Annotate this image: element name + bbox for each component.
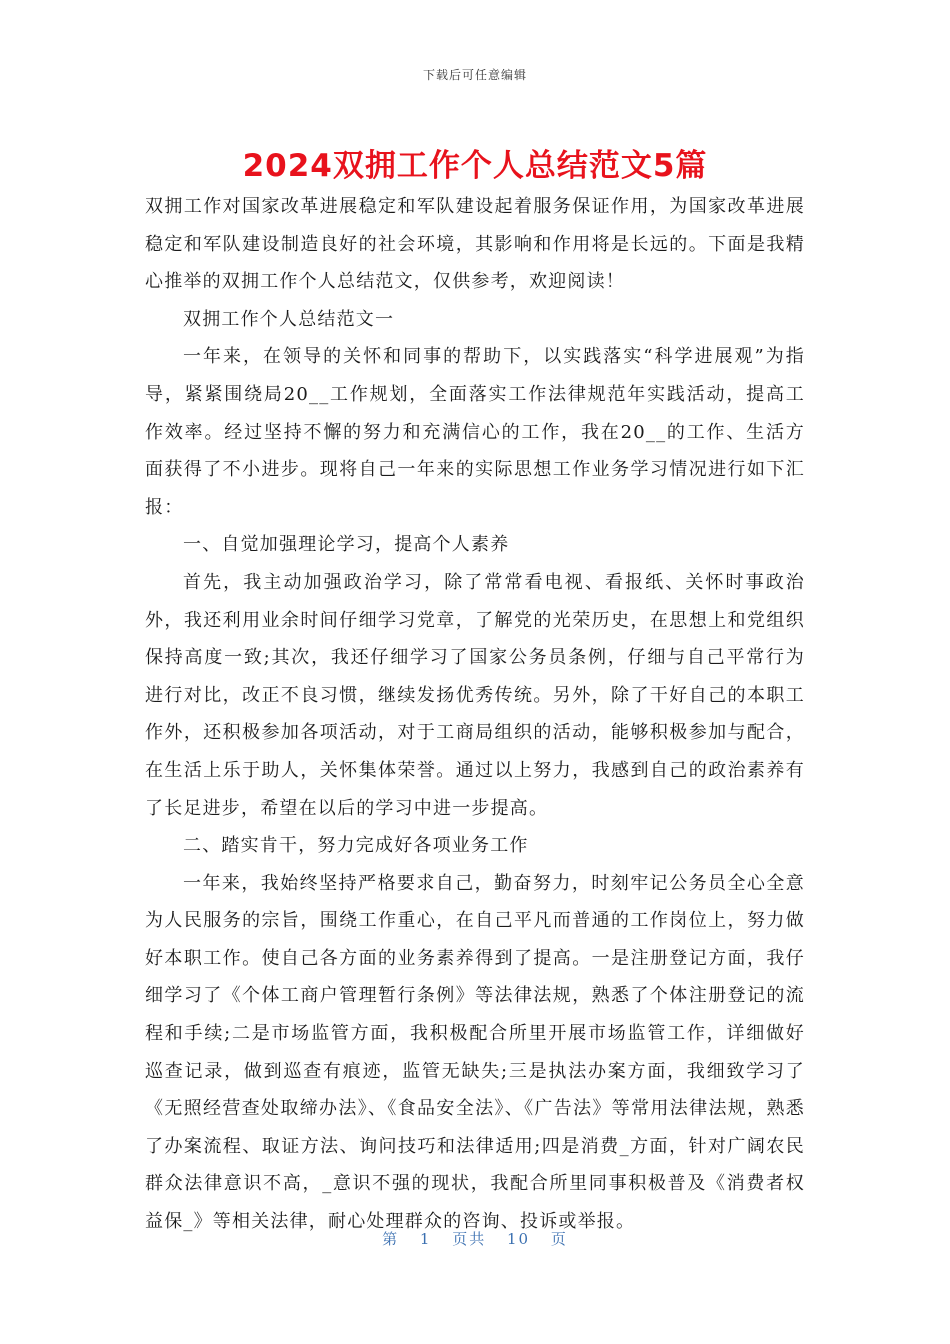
- section-heading: 双拥工作个人总结范文一: [183, 308, 395, 330]
- page-footer: [0, 1228, 950, 1249]
- body-paragraph: 一年来，在领导的关怀和同事的帮助下，以实践落实“科学进展观”为指导，紧紧围绕局20__工作规划，全面落实工作法律规范年实践活动，提高工作效率。经过坚持不懈的努力和充满信心的工作，我在20__的工作、生活方面获得了不小进步。现将自己一年来的实际思想工作业务学习情况进行如下汇报：: [145, 346, 805, 518]
- document-title: 2024双拥工作个人总结范文5篇: [242, 148, 708, 184]
- body-paragraph: 一年来，我始终坚持严格要求自己，勤奋努力，时刻牢记公务员全心全意为人民服务的宗旨，围绕工作重心，在自己平凡而普通的工作岗位上，努力做好本职工作。使自己各方面的业务素养得到了提高。一是注册登记方面，我仔细学习了《个体工商户管理暂行条例》等法律法规，熟悉了个体注册登记的流程和手续;二是市场监管方面，我积极配合所里开展市场监管工作，详细做好巡查记录，做到巡查有痕迹，监管无缺失;三是执法办案方面，我细致学习了《无照经营查处取缔办法》、《食品安全法》、《广告法》等常用法律法规，熟悉了办案流程、取证方法、询问技巧和法律适用;四是消费_方面，针对广阔农民群众法律意识不高，_意识不强的现状，我配合所里同事积极普及《消费者权益保_》等相关法律，耐心处理群众的咨询、投诉或举报。: [145, 872, 805, 1233]
- document-body: [145, 188, 805, 1241]
- intro-paragraph: 双拥工作对国家改革进展稳定和军队建设起着服务保证作用，为国家改革进展稳定和军队建设制造良好的社会环境，其影响和作用将是长远的。下面是我精心推举的双拥工作个人总结范文，仅供参考，欢迎阅读！: [145, 196, 805, 293]
- body-paragraph: 首先，我主动加强政治学习，除了常常看电视、看报纸、关怀时事政治外，我还利用业余时间仔细学习党章，了解党的光荣历史，在思想上和党组织保持高度一致;其次，我还仔细学习了国家公务员条例，仔细与自己平常行为进行对比，改正不良习惯，继续发扬优秀传统。另外，除了干好自己的本职工作外，还积极参加各项活动，对于工商局组织的活动，能够积极参加与配合，在生活上乐于助人，关怀集体荣誉。通过以上努力，我感到自己的政治素养有了长足进步，希望在以后的学习中进一步提高。: [145, 571, 805, 819]
- page-suffix: 页: [550, 1230, 568, 1248]
- total-pages-number: 10: [507, 1230, 531, 1248]
- subsection-heading: 二、踏实肯干，努力完成好各项业务工作: [183, 835, 529, 857]
- page-middle: 页共: [452, 1230, 487, 1248]
- page-prefix: 第: [382, 1230, 400, 1248]
- subsection-heading: 一、自觉加强理论学习，提高个人素养: [183, 534, 510, 556]
- current-page-number: 1: [419, 1230, 432, 1248]
- header-note: 下载后可任意编辑: [422, 68, 527, 82]
